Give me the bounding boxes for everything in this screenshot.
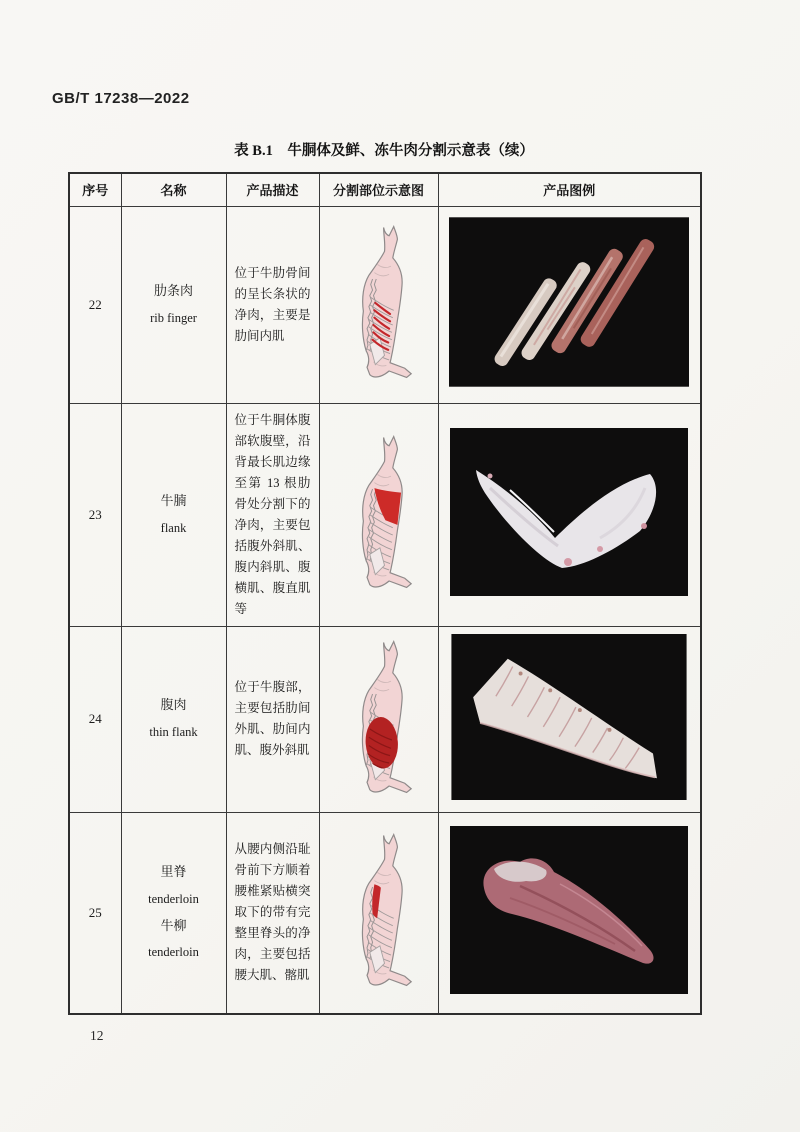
cut-location-cell <box>319 626 438 812</box>
column-header-name: 名称 <box>121 173 226 206</box>
cut-location-cell <box>319 812 438 1014</box>
cut-name-en: tenderloin <box>148 892 199 907</box>
photo-thin-flank-wedge <box>450 634 688 800</box>
beef-cuts-table <box>68 172 702 1015</box>
row-number: 25 <box>69 812 121 1014</box>
row-number: 22 <box>69 206 121 403</box>
table-row <box>69 812 701 1014</box>
product-description: 位于牛肋骨间的呈长条状的净肉，主要是肋间内肌 <box>226 206 319 403</box>
product-photo-cell <box>438 812 701 1014</box>
cut-name-cn-2: 牛柳 <box>160 917 187 933</box>
carcass-diagram-rib-finger <box>333 222 425 382</box>
cut-location-cell <box>319 403 438 626</box>
cut-name-cn: 腹肉 <box>160 697 187 713</box>
cut-name-cn: 肋条肉 <box>153 282 193 298</box>
product-description: 位于牛胴体腹部软腹壁，沿背最长肌边缘至第 13 根肋骨处分割下的净肉，主要包括腹外斜肌、腹内斜肌、腹横肌、腹直肌等 <box>226 403 319 626</box>
product-description: 位于牛腹部，主要包括肋间外肌、肋间内肌、腹外斜肌 <box>226 626 319 812</box>
cut-name-en: thin flank <box>149 725 198 739</box>
product-photo-cell <box>438 403 701 626</box>
cut-name-cn: 牛腩 <box>160 492 187 508</box>
cut-name-en-2: tenderloin <box>148 945 199 960</box>
table-header-row <box>69 173 701 206</box>
column-header-photo: 产品图例 <box>438 173 701 206</box>
row-number: 23 <box>69 403 121 626</box>
cut-name-en: rib finger <box>150 310 197 325</box>
row-number: 24 <box>69 626 121 812</box>
photo-flank-piece <box>450 428 688 596</box>
cut-name <box>121 626 226 812</box>
product-photo-cell <box>438 206 701 403</box>
cut-name <box>121 812 226 1014</box>
cut-name-en: flank <box>160 520 187 535</box>
cut-name-cn: 里脊 <box>160 864 187 880</box>
table-row <box>69 403 701 626</box>
carcass-diagram-flank <box>333 432 425 592</box>
page-number: 12 <box>90 1028 104 1043</box>
cut-name <box>121 206 226 403</box>
table-row <box>69 626 701 812</box>
carcass-diagram-thin-flank <box>333 637 425 797</box>
column-header-no: 序号 <box>69 173 121 206</box>
product-description: 从腰内侧沿耻骨前下方顺着腰椎紧贴横突取下的带有完整里脊头的净肉，主要包括腰大肌、髂肌 <box>226 812 319 1014</box>
standard-number: GB/T 17238—2022 <box>52 90 190 107</box>
photo-tenderloin <box>450 826 688 994</box>
photo-rib-finger-strips <box>449 216 689 388</box>
column-header-description: 产品描述 <box>226 173 319 206</box>
product-photo-cell <box>438 626 701 812</box>
cut-location-cell <box>319 206 438 403</box>
column-header-diagram: 分割部位示意图 <box>319 173 438 206</box>
cut-name <box>121 403 226 626</box>
table-title: 表 B.1 牛胴体及鲜、冻牛肉分割示意表（续） <box>234 143 534 159</box>
table-row <box>69 206 701 403</box>
carcass-diagram-tenderloin <box>333 830 425 990</box>
